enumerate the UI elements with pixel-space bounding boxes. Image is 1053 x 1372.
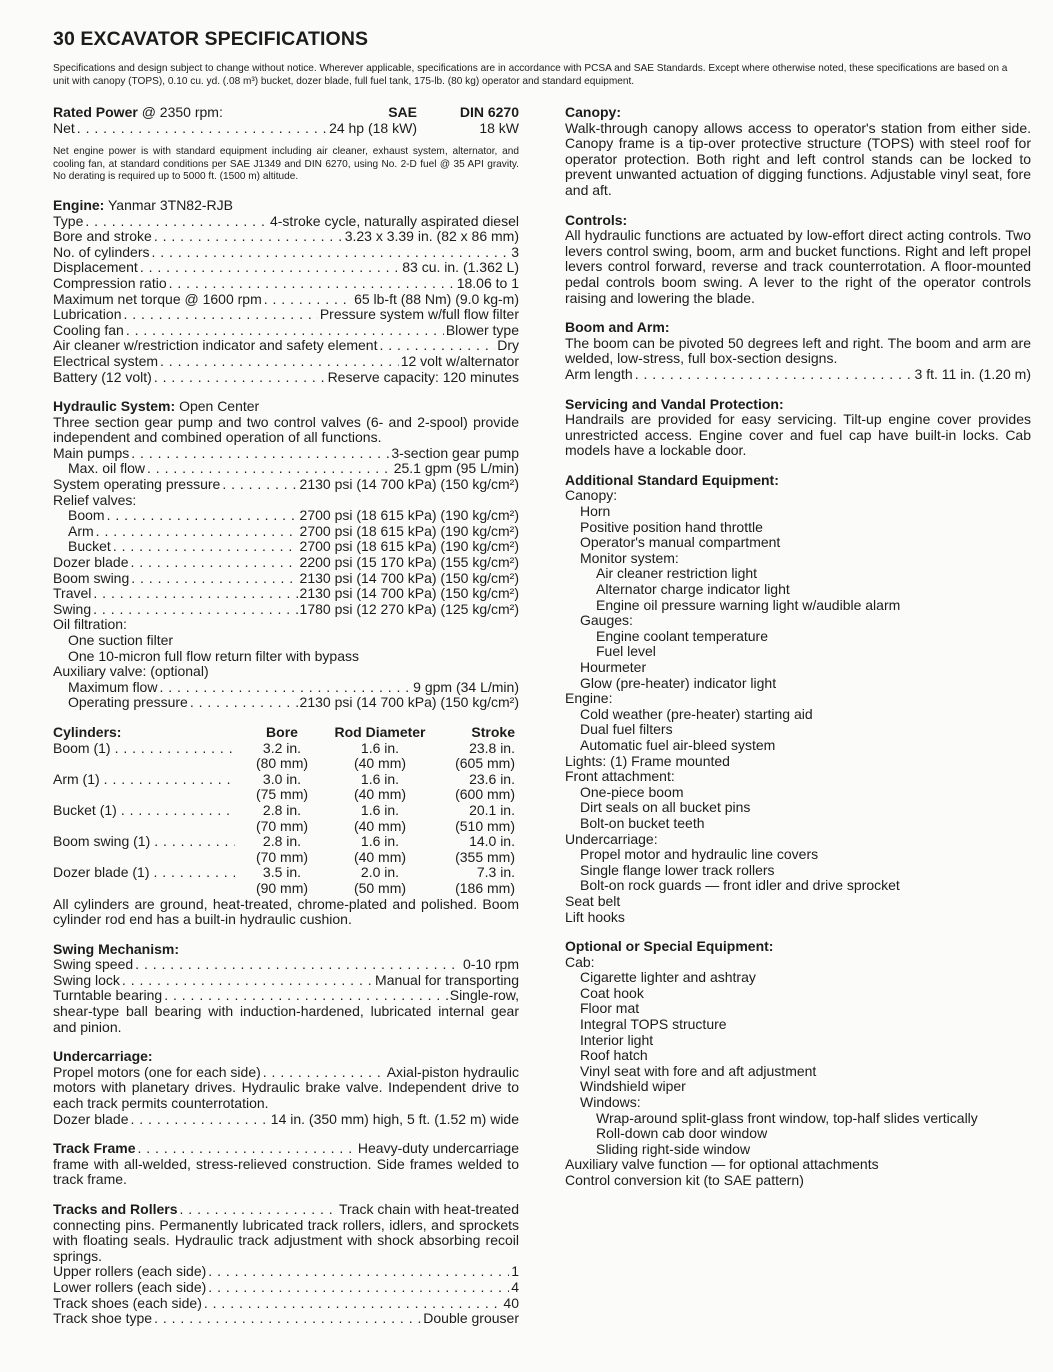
- spec-row: [53, 323, 519, 339]
- oil-filtration-label: Oil filtration:: [53, 616, 127, 633]
- list-item: Lift hooks: [565, 908, 625, 925]
- spec-value: 2200 psi (15 170 kPa) (155 kg/cm²): [299, 554, 519, 571]
- cylinder-rod-metric: (50 mm): [353, 879, 407, 896]
- spec-row: [53, 988, 519, 1004]
- arm-length-label: Arm length: [565, 365, 633, 382]
- spec-value: 18.06 to 1: [456, 274, 519, 291]
- spec-value: Single-row,: [449, 987, 519, 1004]
- engine-model: Yanmar 3TN82-RJB: [107, 196, 233, 213]
- spec-label: Swing speed: [53, 956, 134, 973]
- hydraulic-heading: Hydraulic System:: [53, 398, 176, 415]
- cylinder-name: [53, 741, 239, 757]
- list-item: Coat hook: [580, 984, 644, 1001]
- dozer-label: Dozer blade: [53, 1110, 129, 1127]
- rated-power-header: [53, 105, 519, 121]
- undercarriage-heading: Undercarriage:: [53, 1048, 153, 1065]
- cylinder-bore: 3.0 in.: [262, 770, 302, 787]
- spec-value: 4: [511, 1278, 519, 1295]
- spec-label: Track shoes (each side): [53, 1294, 202, 1311]
- spec-value: 3.23 x 3.39 in. (82 x 86 mm): [344, 228, 519, 245]
- spec-label: Maximum flow: [68, 678, 158, 695]
- spec-row: [53, 524, 519, 540]
- rated-power-heading: Rated Power: [53, 104, 138, 120]
- list-item: Gauges:: [580, 612, 633, 629]
- spec-row: [53, 695, 519, 711]
- spec-label: Maximum net torque @ 1600 rpm: [53, 290, 262, 307]
- spec-value: 65 lb-ft (88 Nm) (9.0 kg-m): [354, 290, 519, 307]
- cylinder-stroke-metric: (186 mm): [455, 879, 515, 896]
- intro-paragraph: Specifications and design subject to change without notice. Wherever applicable, specifications are in accordance with PCSA and SAE Standards. Except where otherwise noted, these specifications are based on a unit with canopy (TOPS), 0.10 cu. yd. (.08 m³) bucket, dozer blade, full fuel tank, 175-lb. (80 kg) operator and standard equipment.: [53, 63, 1008, 87]
- system-pressure-label: System operating pressure: [53, 476, 221, 493]
- spec-value: Pressure system w/full flow filter: [319, 306, 519, 323]
- relief-valves-label: Relief valves:: [53, 491, 137, 508]
- spec-value: Blower type: [445, 321, 519, 338]
- tracks-heading: Tracks and Rollers: [53, 1201, 178, 1217]
- undercarriage-continuation: motors with planetary drives. Hydraulic brake valve. Independent drive to each track permits counterrotation.: [53, 1079, 519, 1112]
- spec-label: Compression ratio: [53, 274, 167, 291]
- spec-label: Lower rollers (each side): [53, 1278, 207, 1295]
- spec-value: 4-stroke cycle, naturally aspirated diesel: [269, 212, 519, 229]
- cylinders-note: All cylinders are ground, heat-treated, chrome-plated and polished. Boom cylinder rod end has a built-in hydraulic cushion.: [53, 895, 519, 928]
- undercarriage-section: [53, 1049, 519, 1127]
- spec-label: Boom: [68, 507, 105, 524]
- spec-label: Travel: [53, 585, 92, 602]
- cylinder-rod: 1.6 in.: [360, 833, 400, 850]
- spec-row: [565, 367, 1031, 383]
- page-title: 30 EXCAVATOR SPECIFICATIONS: [53, 28, 369, 50]
- list-item: Integral TOPS structure: [580, 1016, 727, 1033]
- spec-label: Battery (12 volt): [53, 368, 152, 385]
- spec-row: [53, 957, 519, 973]
- cylinder-stroke-metric: (600 mm): [455, 786, 515, 803]
- swing-continuation: shear-type ball bearing with induction-hardened, lubricated internal gear and pinion.: [53, 1003, 519, 1035]
- sae-column-header: SAE: [388, 104, 417, 120]
- engine-heading: Engine:: [53, 196, 105, 213]
- spec-row: [53, 461, 519, 477]
- list-item: Interior light: [580, 1031, 654, 1048]
- list-item: Hourmeter: [580, 659, 647, 675]
- canopy-section: [565, 105, 1031, 199]
- spec-value: 2700 psi (18 615 kPa) (190 kg/cm²): [299, 538, 519, 555]
- spec-label: Operating pressure: [68, 694, 188, 711]
- spec-label: Swing lock: [53, 971, 120, 988]
- spec-label: No. of cylinders: [53, 243, 150, 260]
- spec-row: [53, 1280, 519, 1296]
- table-cell-empty: [53, 850, 239, 866]
- spec-value: 0-10 rpm: [462, 956, 519, 973]
- spec-row: [53, 245, 519, 261]
- spec-value: Double grouser: [423, 1310, 519, 1327]
- cylinder-name-label: Dozer blade (1): [53, 864, 150, 881]
- list-item: Roof hatch: [580, 1047, 648, 1064]
- cylinder-stroke-metric: (605 mm): [455, 755, 515, 772]
- cylinder-stroke: 23.8 in.: [469, 739, 515, 756]
- list-item: Undercarriage:: [565, 830, 658, 847]
- list-item: Propel motor and hydraulic line covers: [580, 846, 819, 863]
- spec-row: [53, 1202, 519, 1218]
- track-frame-value: Heavy-duty undercarriage: [357, 1140, 519, 1157]
- cylinder-name-label: Bucket (1): [53, 801, 117, 818]
- cylinders-table: [53, 725, 519, 897]
- arm-length-value: 3 ft. 11 in. (1.20 m): [914, 365, 1031, 382]
- canopy-heading: Canopy:: [565, 104, 621, 120]
- list-item: Glow (pre-heater) indicator light: [580, 674, 777, 691]
- spec-value: 40: [503, 1294, 519, 1311]
- list-item: Fuel level: [596, 643, 656, 660]
- bore-column-header: Bore: [266, 723, 298, 740]
- cylinder-name: [53, 834, 239, 850]
- spec-value: 2130 psi (14 700 kPa) (150 kg/cm²): [299, 569, 519, 586]
- cylinder-rod-metric: (40 mm): [353, 755, 407, 772]
- cylinder-rod-metric: (40 mm): [353, 817, 407, 834]
- propel-label: Propel motors (one for each side): [53, 1063, 261, 1080]
- standard-equipment-section: [565, 473, 1031, 925]
- list-item: Windows:: [580, 1094, 641, 1111]
- spec-row: [53, 354, 519, 370]
- cylinder-rod: 1.6 in.: [360, 801, 400, 818]
- stroke-column-header: Stroke: [471, 723, 515, 740]
- tracks-value: Track chain with heat-treated: [338, 1201, 519, 1217]
- list-item: Sliding right-side window: [596, 1140, 751, 1157]
- list-item: Dual fuel filters: [580, 721, 673, 738]
- spec-label: Air cleaner w/restriction indicator and safety element: [53, 337, 378, 354]
- list-item: Windshield wiper: [580, 1078, 686, 1095]
- spec-value: 9 gpm (34 L/min): [413, 678, 519, 695]
- spec-value: 2700 psi (18 615 kPa) (190 kg/cm²): [299, 507, 519, 524]
- list-item: Automatic fuel air-bleed system: [580, 736, 776, 753]
- engine-section: [53, 198, 519, 385]
- boom-arm-text: The boom can be pivoted 50 degrees left and right. The boom and arm are welded, low-stress, full box-section designs.: [565, 334, 1031, 367]
- cylinder-stroke-metric: (355 mm): [455, 848, 515, 865]
- spec-row: [53, 1296, 519, 1312]
- spec-label: Track shoe type: [53, 1310, 153, 1327]
- controls-heading: Controls:: [565, 211, 628, 228]
- list-item: Monitor system:: [580, 549, 679, 566]
- list-item: Engine coolant temperature: [596, 627, 768, 644]
- spec-row: [53, 1112, 519, 1128]
- cylinder-rod-metric: (40 mm): [353, 786, 407, 803]
- list-item: One suction filter: [68, 632, 174, 648]
- cylinder-bore: 3.5 in.: [262, 864, 302, 881]
- spec-row: [53, 1311, 519, 1327]
- servicing-section: [565, 397, 1031, 459]
- system-pressure-value: 2130 psi (14 700 kPa) (150 kg/cm²): [299, 476, 519, 493]
- spec-row: [53, 307, 519, 323]
- main-pumps-label: Main pumps: [53, 444, 130, 461]
- controls-section: [565, 213, 1031, 307]
- list-item: Canopy:: [565, 487, 618, 504]
- list-item: Bolt-on bucket teeth: [580, 814, 705, 831]
- boom-arm-heading: Boom and Arm:: [565, 319, 670, 336]
- list-item: Engine oil pressure warning light w/audible alarm: [596, 596, 901, 613]
- max-oil-label: Max. oil flow: [68, 460, 146, 477]
- rated-power-section: [53, 105, 519, 184]
- list-item: Positive position hand throttle: [580, 518, 763, 535]
- spec-label: Electrical system: [53, 352, 159, 369]
- spec-label: Arm: [68, 522, 94, 539]
- list-item: Vinyl seat with fore and aft adjustment: [580, 1062, 817, 1079]
- spec-value: 2130 psi (14 700 kPa) (150 kg/cm²): [299, 694, 519, 711]
- cylinder-name: [53, 803, 239, 819]
- optional-equipment-heading: Optional or Special Equipment:: [565, 938, 774, 955]
- spec-label: Boom swing: [53, 569, 130, 586]
- track-frame-continuation: frame with all-welded, stress-relieved construction. Side frames welded to track frame.: [53, 1155, 519, 1188]
- spec-row: [53, 1141, 519, 1157]
- spec-row: [53, 973, 519, 989]
- spec-value: Reserve capacity: 120 minutes: [327, 368, 519, 385]
- list-item: Roll-down cab door window: [596, 1125, 768, 1142]
- spec-row: [53, 555, 519, 571]
- spec-row: [53, 571, 519, 587]
- cylinder-rod: 1.6 in.: [360, 739, 400, 756]
- rated-power-rpm: @ 2350 rpm:: [141, 104, 223, 120]
- canopy-text: Walk-through canopy allows access to operator's station from either side. Canopy frame is a tip-over protective structure (TOPS) with steel roof for operator protection. Both right and left control stands can be locked to prevent unwanted actuation of digging functions. Adjustable vinyl seat, fore and aft.: [565, 119, 1031, 198]
- spec-row: [53, 539, 519, 555]
- spec-label: Displacement: [53, 259, 138, 276]
- list-item: Horn: [580, 503, 611, 520]
- swing-heading: Swing Mechanism:: [53, 940, 180, 957]
- hydraulic-section: [53, 399, 519, 711]
- standard-equipment-heading: Additional Standard Equipment:: [565, 471, 779, 488]
- cylinder-rod-metric: (40 mm): [353, 848, 407, 865]
- list-item: Air cleaner restriction light: [596, 565, 758, 582]
- main-pumps-value: 3-section gear pump: [391, 444, 519, 461]
- spec-value: Manual for transporting: [375, 971, 519, 988]
- cylinder-stroke: 20.1 in.: [469, 801, 515, 818]
- list-item: Control conversion kit (to SAE pattern): [565, 1172, 804, 1188]
- spec-value: 83 cu. in. (1.362 L): [402, 259, 519, 276]
- tracks-section: [53, 1202, 519, 1327]
- cylinder-bore: 2.8 in.: [262, 833, 302, 850]
- cylinders-heading: Cylinders:: [53, 723, 122, 740]
- tracks-continuation: connecting pins. Permanently lubricated track rollers, idlers, and sprockets with floating seals. Hydraulic track adjustment with shock absorbing recoil springs.: [53, 1216, 519, 1264]
- right-column: [565, 105, 1031, 1203]
- track-frame-heading: Track Frame: [53, 1140, 136, 1157]
- din-column-header: DIN 6270: [459, 104, 519, 120]
- boom-arm-section: [565, 320, 1031, 382]
- spec-label: Swing: [53, 600, 92, 617]
- cylinder-stroke: 23.6 in.: [469, 770, 515, 787]
- cylinder-name: [53, 865, 239, 881]
- spec-row: [53, 214, 519, 230]
- table-cell-empty: [53, 787, 239, 803]
- list-item: Cigarette lighter and ashtray: [580, 969, 756, 986]
- cylinder-bore-metric: (75 mm): [255, 786, 309, 803]
- list-item: Single flange lower track rollers: [580, 861, 775, 878]
- cylinders-section: [53, 725, 519, 928]
- spec-row: [53, 276, 519, 292]
- spec-row: [53, 446, 519, 462]
- cylinder-bore-metric: (90 mm): [255, 879, 309, 896]
- spec-row: [53, 586, 519, 602]
- cylinder-name-label: Boom swing (1): [53, 833, 151, 850]
- cylinder-stroke: 7.3 in.: [476, 864, 515, 881]
- cylinder-name-label: Arm (1): [53, 770, 100, 787]
- spec-label: Type: [53, 212, 84, 229]
- list-item: Lights: (1) Frame mounted: [565, 752, 730, 769]
- hydraulic-description: Three section gear pump and two control valves (6- and 2-spool) provide independent and combined operation of all functions.: [53, 413, 519, 446]
- cylinder-bore: 2.8 in.: [262, 801, 302, 818]
- spec-value: 3: [511, 243, 519, 260]
- rated-power-net-row: [53, 121, 519, 137]
- max-oil-value: 25.1 gpm (95 L/min): [393, 460, 519, 477]
- spec-value: 1780 psi (12 270 kPa) (125 kg/cm²): [299, 600, 519, 617]
- table-cell-empty: [53, 819, 239, 835]
- hydraulic-type: Open Center: [179, 398, 260, 415]
- cylinder-rod: 1.6 in.: [360, 770, 400, 787]
- list-item: Cab:: [565, 953, 595, 970]
- dozer-value: 14 in. (350 mm) high, 5 ft. (1.52 m) wide: [270, 1110, 519, 1127]
- spec-row: [53, 680, 519, 696]
- cylinder-stroke-metric: (510 mm): [455, 817, 515, 834]
- spec-row: [53, 1264, 519, 1280]
- list-item: Operator's manual compartment: [580, 534, 781, 551]
- net-label: Net: [53, 119, 75, 136]
- list-item: Alternator charge indicator light: [596, 581, 790, 598]
- cylinder-name-label: Boom (1): [53, 739, 111, 756]
- list-item: One-piece boom: [580, 783, 684, 800]
- list-item: Bolt-on rock guards — front idler and drive sprocket: [580, 877, 900, 894]
- spec-label: Cooling fan: [53, 321, 124, 338]
- aux-valve-label: Auxiliary valve: (optional): [53, 663, 209, 680]
- left-column: [53, 105, 519, 1341]
- list-item: Floor mat: [580, 1000, 640, 1017]
- table-cell-empty: [53, 881, 239, 897]
- spec-row: [53, 292, 519, 308]
- spec-value: Dry: [497, 337, 519, 354]
- list-item: Wrap-around split-glass front window, top-half slides vertically: [596, 1109, 978, 1126]
- spec-value: 2130 psi (14 700 kPa) (150 kg/cm²): [299, 585, 519, 602]
- cylinder-bore-metric: (70 mm): [255, 817, 309, 834]
- cylinder-bore-metric: (70 mm): [255, 848, 309, 865]
- rod-column-header: Rod Diameter: [334, 723, 426, 740]
- cylinder-rod: 2.0 in.: [360, 864, 400, 881]
- list-item: Auxiliary valve function — for optional attachments: [565, 1156, 879, 1173]
- track-frame-section: [53, 1141, 519, 1188]
- spec-label: Turntable bearing: [53, 987, 163, 1004]
- spec-value: 12 volt w/alternator: [400, 352, 519, 369]
- spec-label: Bore and stroke: [53, 228, 152, 245]
- list-item: One 10-micron full flow return filter with bypass: [68, 647, 359, 664]
- spec-row: [53, 602, 519, 618]
- spec-row: [53, 1065, 519, 1081]
- spec-row: [53, 508, 519, 524]
- net-din-value: 18 kW: [479, 119, 519, 136]
- list-item: Cold weather (pre-heater) starting aid: [580, 705, 813, 722]
- spec-value: 1: [511, 1263, 519, 1280]
- list-item: Dirt seals on all bucket pins: [580, 799, 751, 816]
- cylinder-bore-metric: (80 mm): [255, 755, 309, 772]
- table-cell-empty: [53, 756, 239, 772]
- net-sae-value: 24 hp (18 kW): [329, 119, 417, 136]
- optional-equipment-section: [565, 939, 1031, 1189]
- spec-row: [53, 370, 519, 386]
- cylinder-bore: 3.2 in.: [262, 739, 302, 756]
- servicing-text: Handrails are provided for easy servicing. Tilt-up engine cover provides unrestricted access. Engine cover and fuel cap have built-in locks. Cab models have a lockable door.: [565, 411, 1031, 459]
- spec-row: [53, 477, 519, 493]
- list-item: Seat belt: [565, 892, 621, 909]
- spec-label: Upper rollers (each side): [53, 1263, 207, 1280]
- spec-value: 2700 psi (18 615 kPa) (190 kg/cm²): [299, 522, 519, 539]
- spec-row: [53, 338, 519, 354]
- cylinder-stroke: 14.0 in.: [469, 833, 515, 850]
- spec-label: Bucket: [68, 538, 111, 555]
- cylinder-name: [53, 772, 239, 788]
- list-item: Engine:: [565, 690, 613, 707]
- rated-power-note: Net engine power is with standard equipment including air cleaner, exhaust system, alternator, and cooling fan, at standard conditions per SAE J1349 and DIN 6270, using No. 2-D fuel @ 35 API gravity. No derating is required up to 5000 ft. (1500 m) altitude.: [53, 146, 519, 183]
- spec-row: [53, 229, 519, 245]
- swing-section: [53, 942, 519, 1036]
- spec-row: [53, 260, 519, 276]
- spec-label: Lubrication: [53, 306, 122, 323]
- spec-label: Dozer blade: [53, 554, 129, 571]
- servicing-heading: Servicing and Vandal Protection:: [565, 395, 784, 412]
- list-item: Front attachment:: [565, 768, 675, 785]
- propel-value: Axial-piston hydraulic: [386, 1063, 519, 1080]
- controls-text: All hydraulic functions are actuated by low-effort direct acting controls. Two levers control swing, boom, arm and bucket functions. Right and left propel levers control forward, reverse and track counterrotation. A floor-mounted pedal controls boom swing. A lever to the right of the operator controls raising and lowering the blade.: [565, 227, 1031, 306]
